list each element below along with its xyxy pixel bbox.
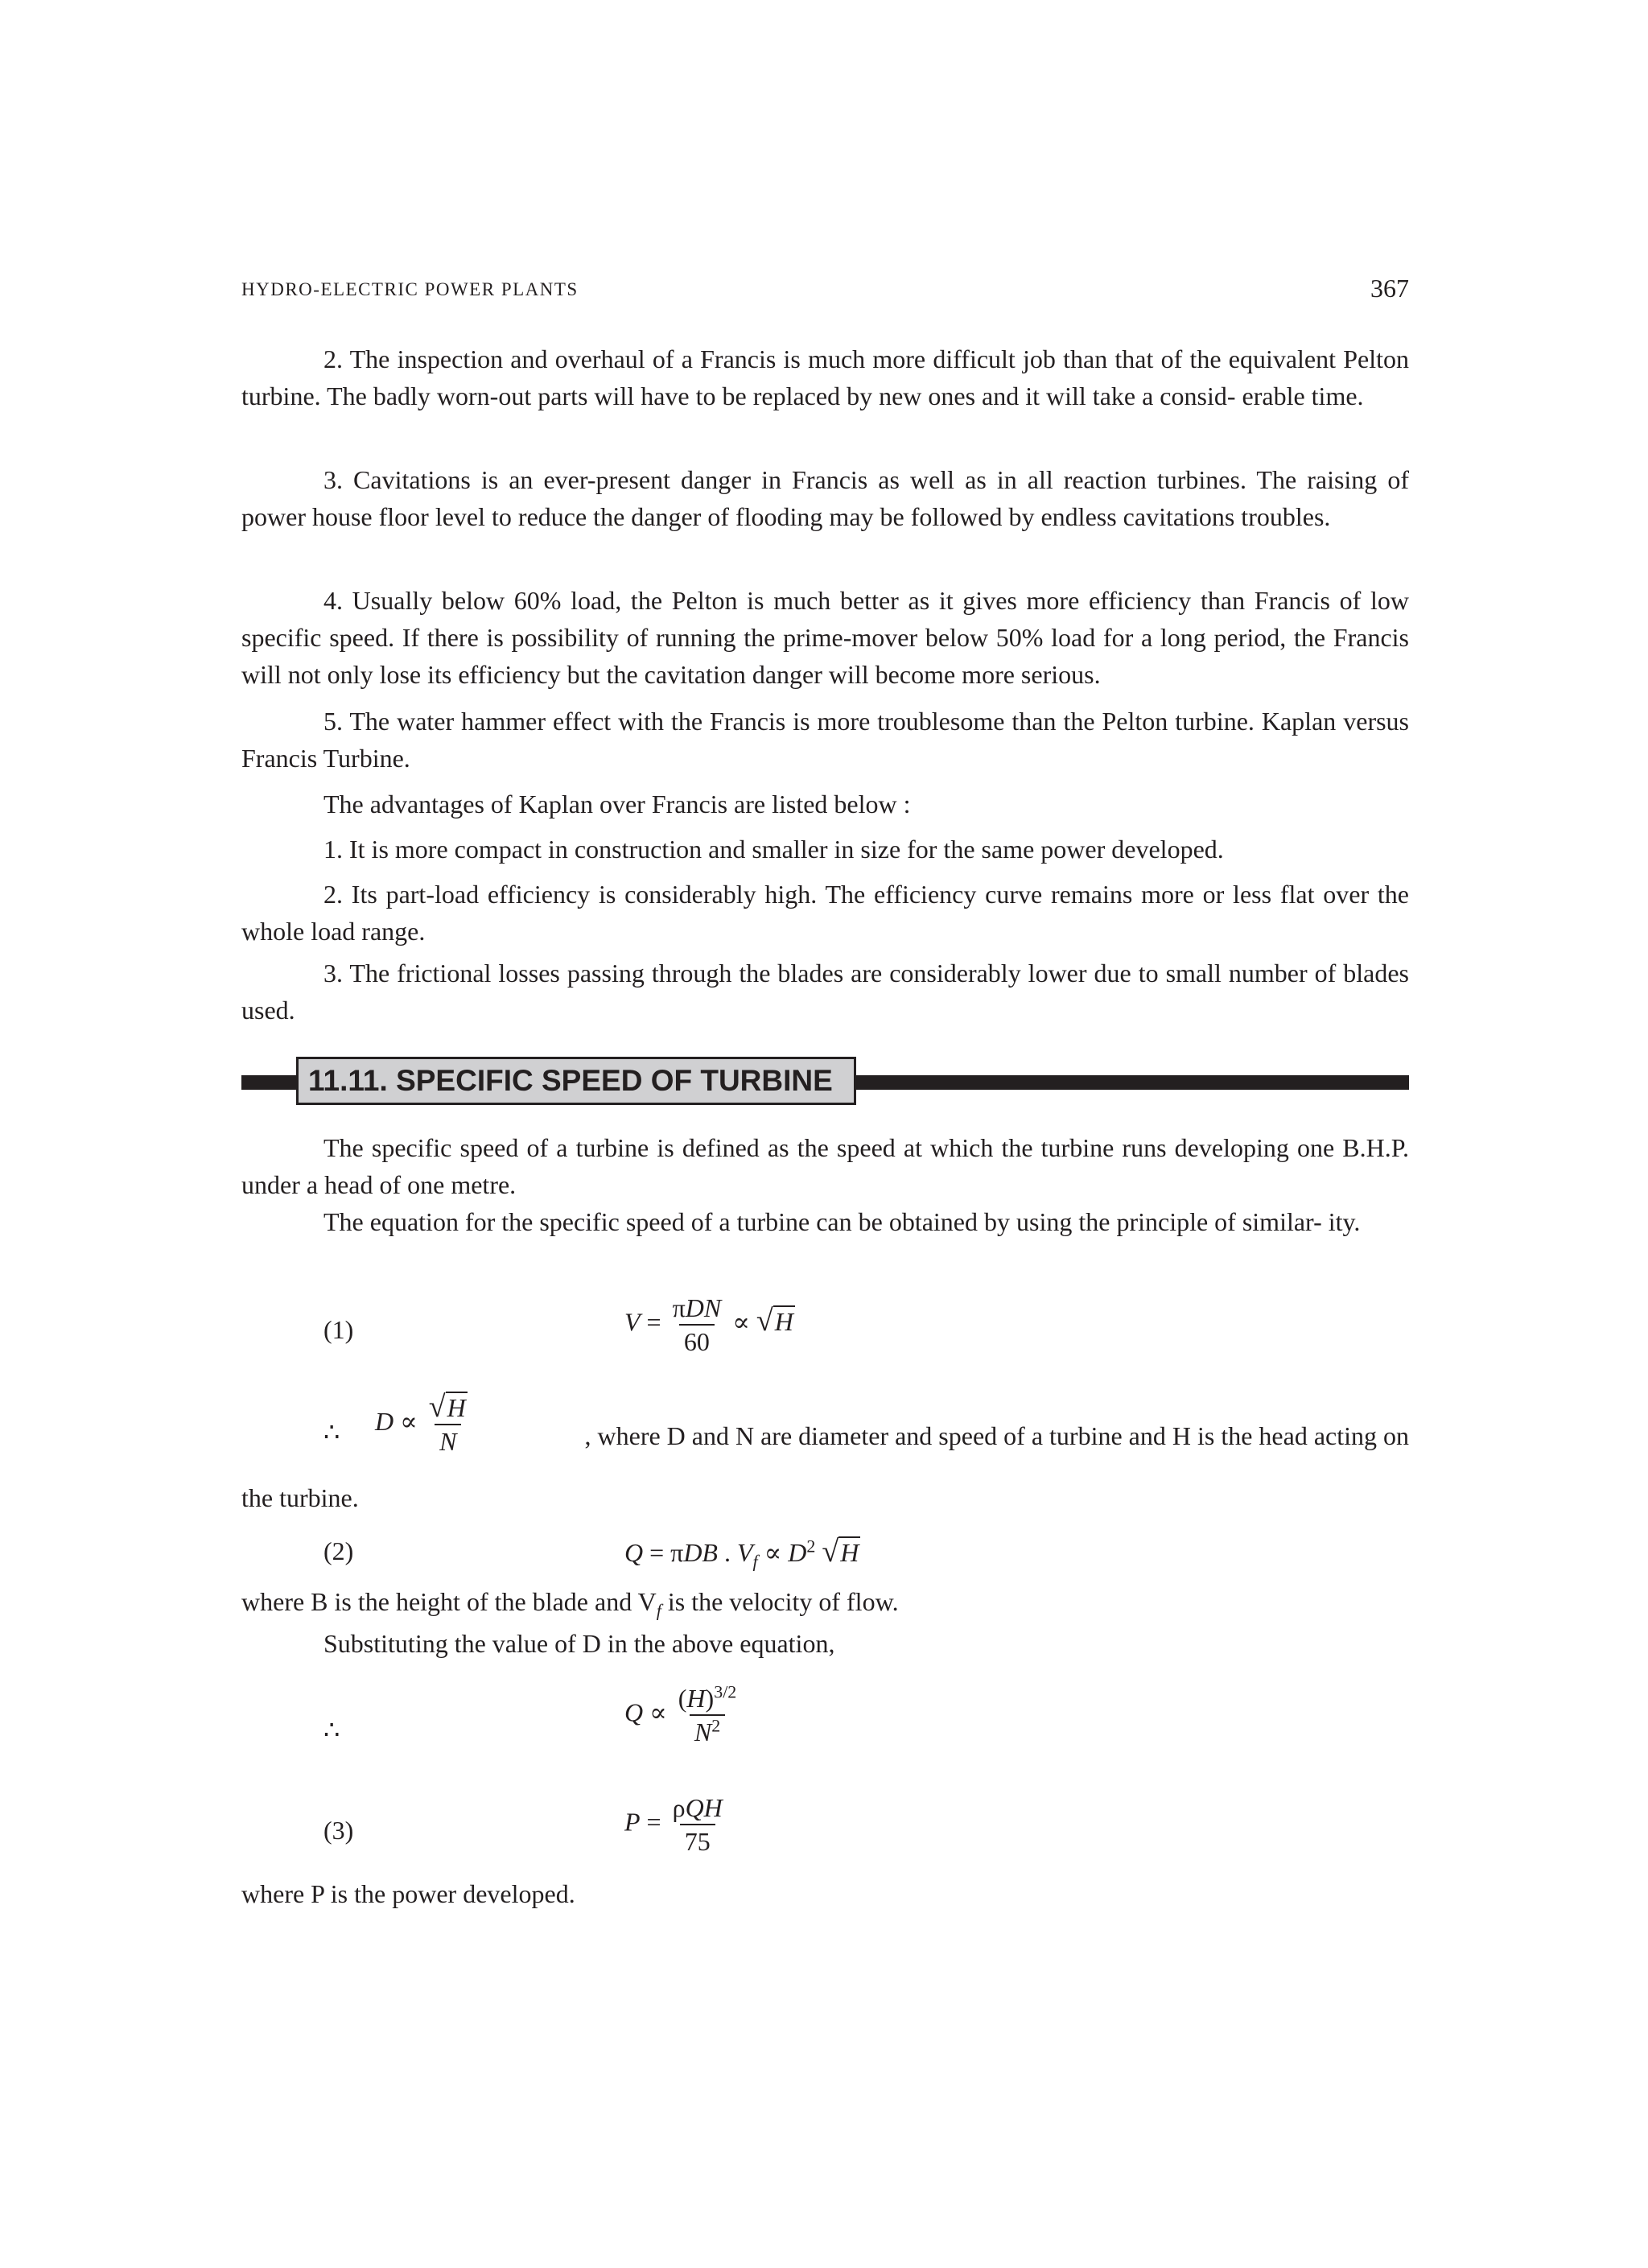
- therefore-explanation: , where D and N are diameter and speed of a turbine and H is the head acting on: [584, 1421, 1409, 1450]
- where-b-line: where B is the height of the blade and $V_f$ is the velocity of flow.: [241, 1587, 899, 1621]
- q-fraction: $\frac{(H)^{3/2}}{N^2}$: [678, 1681, 737, 1746]
- running-head: HYDRO-ELECTRIC POWER PLANTS: [241, 279, 579, 299]
- equation-3: P = $\frac{\text{ρQH}}{75}$: [624, 1792, 727, 1858]
- paragraph-5: The advantages of Kaplan over Francis are listed below :: [323, 790, 911, 819]
- paragraph-3: 4. Usually below 60% load, the Pelton is much better as it gives more efficiency than Francis of low specific speed. If there is possibility of running the prime-mover below 50% load for a long period, the Francis will not only lose its efficiency but the cavitation danger will become more serious.: [241, 586, 1409, 689]
- paragraph-1: 2. The inspection and overhaul of a Francis is much more difficult job than that of the equivalent Pelton turbine. The badly worn-out parts will have to be replaced by new ones and it will take a consid- erable time.: [241, 344, 1409, 410]
- equation-2: Q = πDB . $V_f \propto D^2$ √H: [624, 1535, 859, 1572]
- page-number: 367: [1370, 274, 1409, 303]
- paragraph-6: 1. It is more compact in construction and smaller in size for the same power developed.: [323, 835, 1224, 864]
- equation-1-label: (1): [323, 1315, 354, 1344]
- paragraph-2: 3. Cavitations is an ever-present danger in Francis as well as in all reaction turbines. The raising of power house floor level to reduce the danger of flooding may be followed by endless cavitations troubles.: [241, 465, 1409, 531]
- equation-1-fraction: $\frac{\text{πDN}}{60}$: [672, 1293, 722, 1356]
- substituting-line: Substituting the value of D in the above equation,: [323, 1629, 835, 1658]
- equation-intro-paragraph: The equation for the specific speed of a turbine can be obtained by using the principle of similar- ity.: [323, 1207, 1361, 1236]
- therefore-symbol-1: ∴: [323, 1417, 340, 1446]
- definition-paragraph: The specific speed of a turbine is defined as the speed at which the turbine runs developing one B.H.P. under a head of one metre.: [241, 1133, 1409, 1199]
- d-fraction: $\frac{√H}{N}$: [428, 1390, 466, 1456]
- therefore-symbol-2: ∴: [323, 1715, 340, 1744]
- sqrt-h: √H: [756, 1304, 793, 1338]
- therefore-explanation-end: the turbine.: [241, 1483, 359, 1512]
- paragraph-8: 3. The frictional losses passing through the blades are considerably lower due to small number of blades used.: [241, 959, 1409, 1025]
- equation-3-label: (3): [323, 1816, 354, 1845]
- q-proportional-expression: Q ∝ $\frac{(H)^{3/2}}{N^2}$: [624, 1682, 741, 1748]
- section-heading: 11.11. SPECIFIC SPEED OF TURBINE: [296, 1057, 856, 1105]
- paragraph-7: 2. Its part-load efficiency is considerably high. The efficiency curve remains more or less flat over the whole load range.: [241, 880, 1409, 946]
- equation-1: V = $\frac{\text{πDN}}{60}$ ∝ √H: [624, 1293, 793, 1356]
- d-proportional-expression: D ∝ $\frac{√H}{N}$: [375, 1391, 472, 1458]
- paragraph-4: 5. The water hammer effect with the Francis is more troublesome than the Pelton turbine. Kaplan versus Francis Turbine.: [241, 707, 1409, 773]
- where-p-line: where P is the power developed.: [241, 1879, 575, 1908]
- equation-3-fraction: $\frac{\text{ρQH}}{75}$: [672, 1793, 723, 1856]
- equation-2-label: (2): [323, 1536, 354, 1565]
